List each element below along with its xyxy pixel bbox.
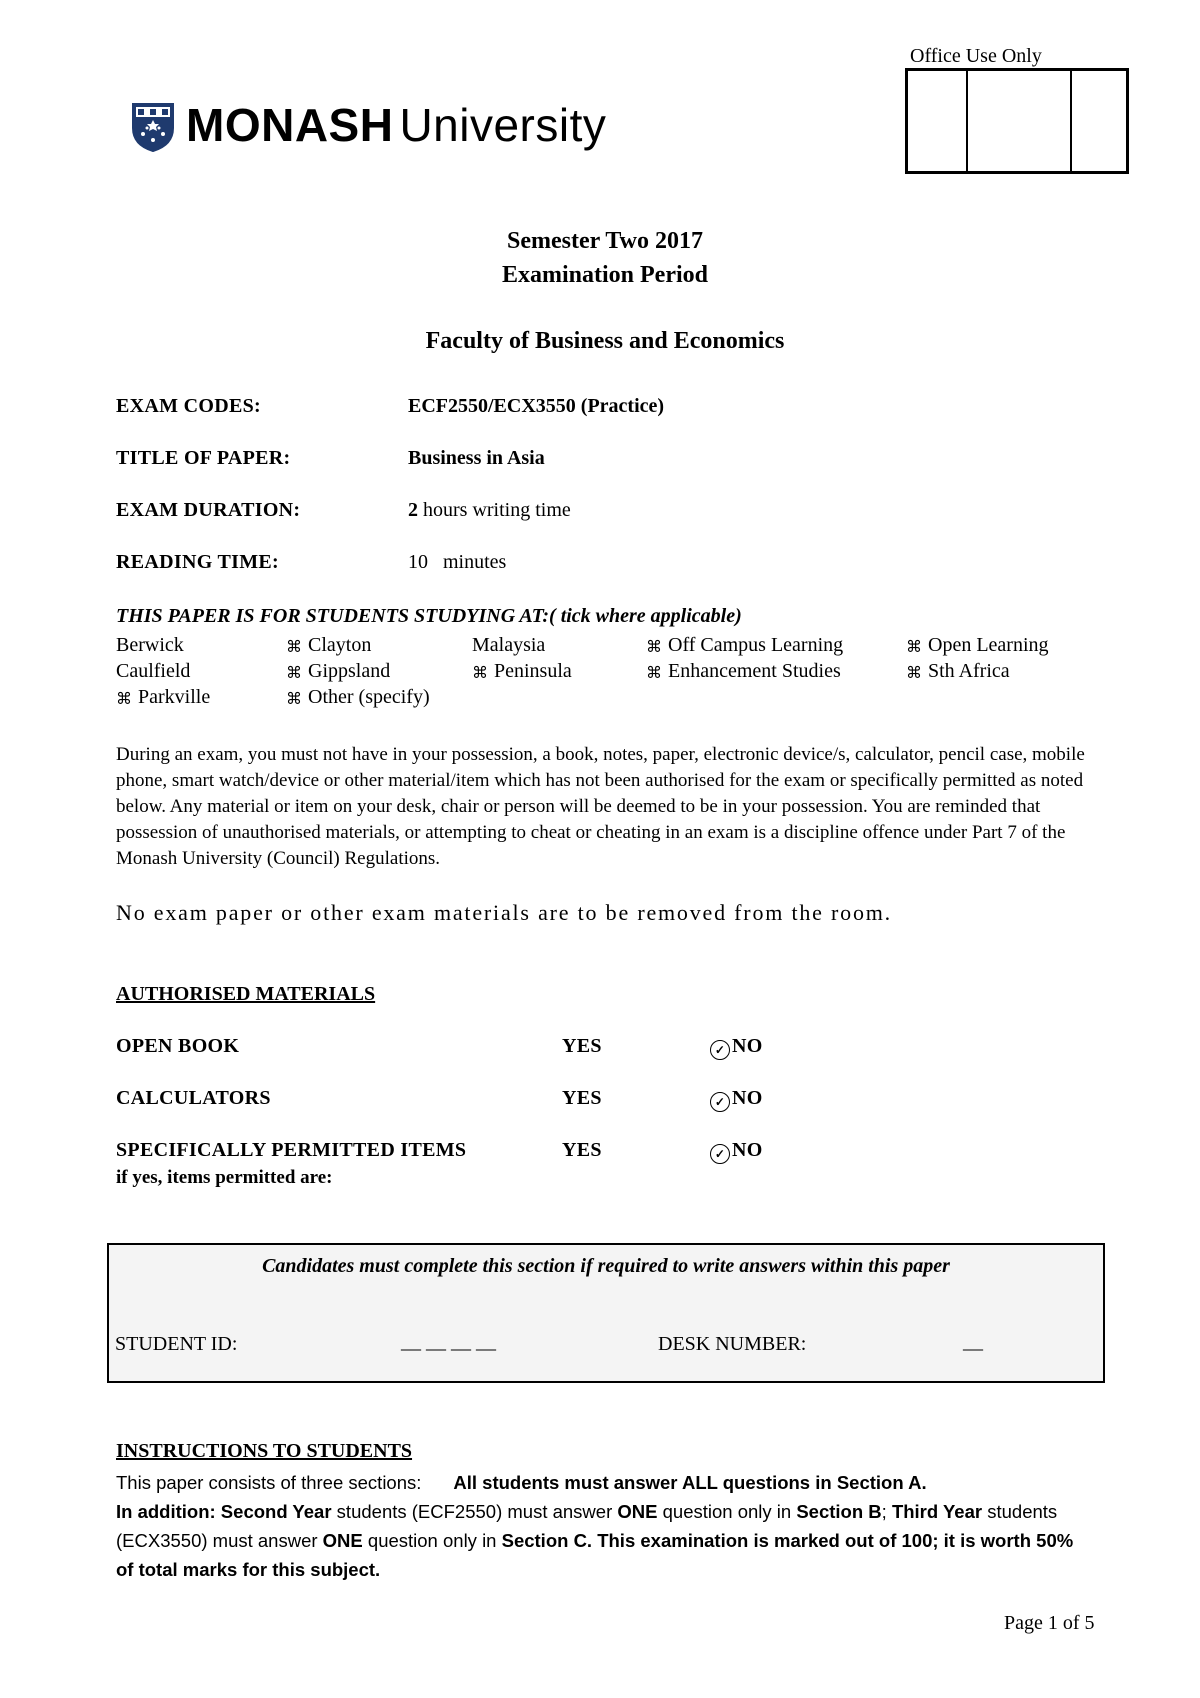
open-book-yes[interactable]: YES bbox=[562, 1035, 602, 1057]
permitted-items-note: if yes, items permitted are: bbox=[116, 1167, 333, 1188]
authorised-materials-heading: AUTHORISED MATERIALS bbox=[116, 983, 376, 1005]
campus-option-berwick[interactable] bbox=[116, 634, 184, 657]
instructions-body bbox=[116, 1468, 1076, 1584]
instructions-line-1 bbox=[116, 1468, 1076, 1497]
title-of-paper-value: Business in Asia bbox=[408, 447, 545, 469]
tick-mark-icon: ⌘ bbox=[906, 665, 922, 682]
campus-option-open-learning[interactable] bbox=[906, 634, 1049, 657]
examination-period-title: Examination Period bbox=[501, 262, 708, 288]
instr-text: ; bbox=[881, 1501, 892, 1522]
candidate-details-box bbox=[107, 1243, 1105, 1383]
campus-label: Off Campus Learning bbox=[668, 634, 844, 656]
campus-option-other[interactable] bbox=[286, 686, 430, 709]
tick-mark-icon: ⌘ bbox=[286, 691, 302, 708]
no-label: NO bbox=[732, 1087, 763, 1109]
campus-option-peninsula[interactable] bbox=[472, 660, 572, 683]
campus-heading-main: THIS PAPER IS FOR STUDENTS STUDYING AT: bbox=[116, 605, 550, 627]
semester-title: Semester Two 2017 bbox=[507, 228, 703, 254]
possession-warning-paragraph: During an exam, you must not have in your possession, a book, notes, paper, electronic device/s, calculator, pencil case, mobile phone, smart watch/device or other material/item which has not been authorised for the exam or specifically permitted as noted below. Any material or item on your desk, chair or person will be deemed to be in your possession. You are reminded that possession of unauthorised materials, or attempting to cheat or cheating in an exam is a discipline offence under Part 7 of the Monash University (Council) Regulations. bbox=[116, 744, 1085, 869]
instr-text: question only in bbox=[362, 1530, 502, 1551]
campus-option-parkville[interactable] bbox=[116, 686, 210, 709]
instr-third-year: Third Year bbox=[891, 1501, 983, 1522]
exam-duration-text: hours writing time bbox=[418, 499, 571, 521]
instructions-line-2 bbox=[116, 1497, 1076, 1584]
faculty-title: Faculty of Business and Economics bbox=[425, 328, 785, 354]
campus-option-gippsland[interactable] bbox=[286, 660, 390, 683]
selected-no-icon: ✓ bbox=[710, 1092, 730, 1112]
exam-codes-label: EXAM CODES: bbox=[116, 395, 261, 417]
instr-second-year: In addition: Second Year bbox=[116, 1501, 332, 1522]
instr-text: question only in bbox=[657, 1501, 797, 1522]
instructions-section-a: All students must answer ALL questions in Section A. bbox=[453, 1472, 927, 1493]
office-use-cell bbox=[1072, 71, 1126, 171]
selected-no-icon: ✓ bbox=[710, 1144, 730, 1164]
tick-mark-icon: ⌘ bbox=[472, 665, 488, 682]
campus-label: Other (specify) bbox=[308, 686, 430, 708]
instr-text: students (ECF2550) must answer bbox=[331, 1501, 618, 1522]
reading-time-label: READING TIME: bbox=[116, 551, 279, 573]
campus-label: Gippsland bbox=[308, 660, 391, 682]
student-id-field[interactable]: __ __ __ __ bbox=[401, 1331, 496, 1353]
monash-crest-icon bbox=[130, 102, 176, 152]
campus-label: Caulfield bbox=[116, 660, 191, 682]
instructions-intro: This paper consists of three sections: bbox=[116, 1472, 422, 1493]
office-use-cell bbox=[968, 71, 1072, 171]
open-book-label: OPEN BOOK bbox=[116, 1035, 240, 1057]
campus-label: Sth Africa bbox=[928, 660, 1010, 682]
logo-word-monash: MONASH bbox=[186, 99, 394, 151]
page-number: Page 1 of 5 bbox=[1004, 1612, 1095, 1634]
exam-duration-hours: 2 bbox=[408, 499, 418, 521]
campus-label: Malaysia bbox=[472, 634, 546, 656]
exam-duration-value bbox=[408, 499, 571, 522]
logo-word-university: University bbox=[399, 99, 607, 151]
title-of-paper-label: TITLE OF PAPER: bbox=[116, 447, 291, 469]
desk-number-field[interactable]: __ bbox=[963, 1331, 983, 1353]
campus-heading bbox=[116, 605, 742, 628]
instr-text: students (ECX3550) must answer bbox=[116, 1501, 1058, 1551]
campus-label: Clayton bbox=[308, 634, 372, 656]
tick-mark-icon: ⌘ bbox=[116, 691, 132, 708]
calculators-yes[interactable]: YES bbox=[562, 1087, 602, 1109]
campus-option-caulfield[interactable] bbox=[116, 660, 190, 683]
office-use-label: Office Use Only bbox=[910, 45, 1042, 67]
instr-one: ONE bbox=[617, 1501, 658, 1522]
logo-wordmark bbox=[186, 98, 606, 152]
office-use-box bbox=[905, 68, 1129, 174]
calculators-no[interactable] bbox=[710, 1087, 763, 1112]
permitted-items-no[interactable] bbox=[710, 1139, 763, 1164]
tick-mark-icon: ⌘ bbox=[906, 639, 922, 656]
permitted-items-yes[interactable]: YES bbox=[562, 1139, 602, 1161]
tick-mark-icon: ⌘ bbox=[286, 665, 302, 682]
exam-duration-label: EXAM DURATION: bbox=[116, 499, 301, 521]
campus-label: Parkville bbox=[138, 686, 211, 708]
calculators-label: CALCULATORS bbox=[116, 1087, 271, 1109]
monash-university-logo bbox=[120, 70, 640, 160]
student-id-label: STUDENT ID: bbox=[115, 1333, 238, 1355]
candidate-box-title: Candidates must complete this section if required to write answers within this paper bbox=[262, 1255, 950, 1277]
instr-section-b: Section B bbox=[796, 1501, 882, 1522]
no-remove-notice: No exam paper or other exam materials are to be removed from the room. bbox=[116, 900, 892, 925]
tick-mark-icon: ⌘ bbox=[646, 665, 662, 682]
office-use-cell bbox=[908, 71, 968, 171]
exam-codes-value: ECF2550/ECX3550 (Practice) bbox=[408, 395, 665, 417]
campus-label: Enhancement Studies bbox=[668, 660, 841, 682]
no-label: NO bbox=[732, 1035, 763, 1057]
campus-option-sth-africa[interactable] bbox=[906, 660, 1010, 683]
open-book-no[interactable] bbox=[710, 1035, 763, 1060]
campus-option-enhancement-studies[interactable] bbox=[646, 660, 841, 683]
desk-number-label: DESK NUMBER: bbox=[658, 1333, 807, 1355]
no-label: NO bbox=[732, 1139, 763, 1161]
tick-mark-icon: ⌘ bbox=[646, 639, 662, 656]
campus-label: Open Learning bbox=[928, 634, 1049, 656]
instr-section-c: Section C. This examination is marked out of 100; it is worth 50% of total marks for this subject. bbox=[116, 1530, 1074, 1580]
tick-mark-icon: ⌘ bbox=[286, 639, 302, 656]
campus-option-off-campus[interactable] bbox=[646, 634, 843, 657]
permitted-items-label: SPECIFICALLY PERMITTED ITEMS bbox=[116, 1139, 467, 1161]
instr-one: ONE bbox=[322, 1530, 363, 1551]
campus-option-malaysia[interactable] bbox=[472, 634, 545, 657]
selected-no-icon: ✓ bbox=[710, 1040, 730, 1060]
campus-label: Peninsula bbox=[494, 660, 572, 682]
campus-option-clayton[interactable] bbox=[286, 634, 371, 657]
campus-label: Berwick bbox=[116, 634, 184, 656]
campus-heading-paren: ( tick where applicable) bbox=[549, 605, 742, 627]
reading-time-value: 10 minutes bbox=[408, 551, 507, 573]
instructions-heading: INSTRUCTIONS TO STUDENTS bbox=[116, 1440, 413, 1462]
